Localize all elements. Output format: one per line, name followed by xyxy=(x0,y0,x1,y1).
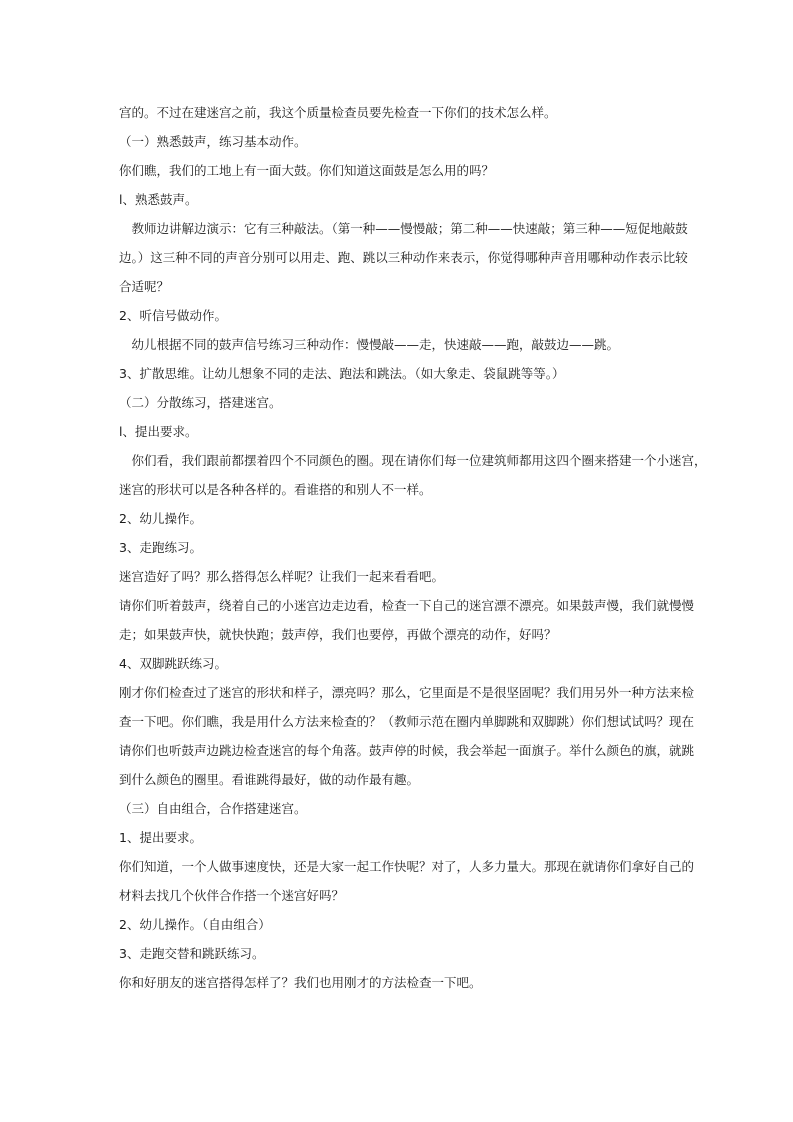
text-line: 你们瞧，我们的工地上有一面大鼓。你们知道这面鼓是怎么用的吗？ xyxy=(119,163,495,178)
document-body xyxy=(119,98,707,997)
text-line: 宫的。不过在建迷宫之前，我这个质量检查员要先检查一下你们的技术怎么样。 xyxy=(119,105,557,120)
step-heading: 1、提出要求。 xyxy=(119,830,202,845)
text-line: 你们知道，一个人做事速度快，还是大家一起工作快呢？对了，人多力量大。那现在就请你们拿好自己的 xyxy=(119,859,695,874)
section-heading: （三）自由组合，合作搭建迷宫。 xyxy=(119,801,307,816)
section-heading: （一）熟悉鼓声，练习基本动作。 xyxy=(119,134,307,149)
text-line: 你们看，我们跟前都摆着四个不同颜色的圈。现在请你们每一位建筑师都用这四个圈来搭建一个小迷宫， xyxy=(119,453,707,468)
text-line: 你和好朋友的迷宫搭得怎样了？我们也用刚才的方法检查一下吧。 xyxy=(119,975,482,990)
step-heading: 4、双脚跳跃练习。 xyxy=(119,656,227,671)
section-heading: （二）分散练习，搭建迷宫。 xyxy=(119,395,282,410)
step-heading: 3、走跑练习。 xyxy=(119,540,202,555)
text-line: 到什么颜色的圈里。看谁跳得最好，做的动作最有趣。 xyxy=(119,772,420,787)
text-line: 幼儿根据不同的鼓声信号练习三种动作：慢慢敲——走，快速敲——跑，敲鼓边——跳。 xyxy=(119,337,620,352)
step-heading: l、提出要求。 xyxy=(119,424,198,439)
step-heading: 3、扩散思维。让幼儿想象不同的走法、跑法和跳法。（如大象走、袋鼠跳等等。） xyxy=(119,366,565,381)
step-heading: 2、听信号做动作。 xyxy=(119,308,227,323)
step-heading: l、熟悉鼓声。 xyxy=(119,192,198,207)
text-line: 刚才你们检查过了迷宫的形状和样子，漂亮吗？那么，它里面是不是很坚固呢？我们用另外一种方法来检 xyxy=(119,685,695,700)
text-line: 走；如果鼓声快，就快快跑；鼓声停，我们也要停，再做个漂亮的动作，好吗？ xyxy=(119,627,557,642)
text-line: 合适呢？ xyxy=(119,279,170,294)
step-heading: 2、幼儿操作。 xyxy=(119,511,202,526)
text-line: 迷宫造好了吗？那么搭得怎么样呢？让我们一起来看看吧。 xyxy=(119,569,445,584)
text-line: 查一下吧。你们瞧，我是用什么方法来检查的？（教师示范在圈内单脚跳和双脚跳）你们想试试吗？现在 xyxy=(119,714,695,729)
text-line: 教师边讲解边演示：它有三种敲法。（第一种——慢慢敲；第二种——快速敲；第三种——短促地敲鼓 xyxy=(119,221,688,236)
step-heading: 3、走跑交替和跳跃练习。 xyxy=(119,946,265,961)
text-line: 请你们也听鼓声边跳边检查迷宫的每个角落。鼓声停的时候，我会举起一面旗子。举什么颜色的旗，就跳 xyxy=(119,743,695,758)
text-line: 材料去找几个伙伴合作搭一个迷宫好吗？ xyxy=(119,888,345,903)
text-line: 边。）这三种不同的声音分别可以用走、跑、跳以三种动作来表示，你觉得哪种声音用哪种动作表示比较 xyxy=(119,250,688,265)
text-line: 迷宫的形状可以是各种各样的。看谁搭的和别人不一样。 xyxy=(119,482,432,497)
text-line: 请你们听着鼓声，绕着自己的小迷宫边走边看，检查一下自己的迷宫漂不漂亮。如果鼓声慢，我们就慢慢 xyxy=(119,598,695,613)
step-heading: 2、幼儿操作。（自由组合） xyxy=(119,917,271,932)
